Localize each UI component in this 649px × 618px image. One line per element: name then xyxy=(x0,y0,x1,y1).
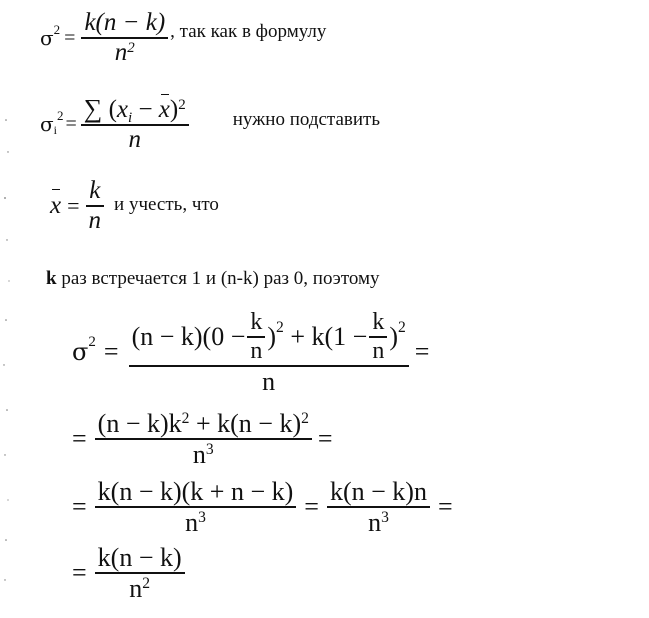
derivation-step-4 xyxy=(72,544,185,602)
equals-sign: = xyxy=(64,26,76,49)
denominator-base: n xyxy=(368,507,382,537)
fraction xyxy=(129,310,409,395)
sigma-symbol: σ xyxy=(72,338,89,367)
numerator: k(n − k)n xyxy=(329,477,427,506)
exponent: 2 xyxy=(127,39,135,56)
open-paren: ( xyxy=(108,96,117,123)
numerator: k(n − k)(k + n − k) xyxy=(97,477,294,506)
exponent: 3 xyxy=(381,509,389,527)
equals-sign: = xyxy=(103,337,119,367)
equals-sign: = xyxy=(317,424,333,454)
fraction xyxy=(81,10,168,66)
denominator xyxy=(182,508,209,536)
derivation-step-3 xyxy=(72,478,453,536)
fraction xyxy=(327,478,430,536)
formula-mean xyxy=(50,178,219,234)
denominator-base: n xyxy=(114,38,128,66)
exponent: 3 xyxy=(205,441,214,459)
numerator: k(n − k) xyxy=(97,543,182,572)
fraction xyxy=(95,410,312,468)
denominator xyxy=(126,574,153,602)
fraction xyxy=(86,178,105,234)
expression-part: (n − k)(0 − xyxy=(131,322,246,352)
expression-part: (n − k)k xyxy=(97,409,182,438)
numerator: k(n − k) xyxy=(84,9,166,36)
subscript: i xyxy=(128,110,133,127)
mean-x: x xyxy=(158,96,170,123)
fraction xyxy=(95,544,185,602)
mean-x: x xyxy=(50,192,62,220)
exponent: 2 xyxy=(301,410,309,428)
text-line xyxy=(46,268,380,290)
denominator: n xyxy=(262,366,276,396)
variable-x: x xyxy=(116,96,129,123)
text-run: раз встречается 1 и (n-k) раз 0, поэтому xyxy=(56,268,380,289)
sigma-symbol: σ xyxy=(40,26,54,51)
exponent: 2 xyxy=(57,108,64,124)
denominator xyxy=(365,508,392,536)
numerator: k xyxy=(250,309,263,335)
exponent: 3 xyxy=(198,509,206,527)
exponent: 2 xyxy=(88,333,96,350)
variable-k: k xyxy=(46,268,57,289)
close-paren: ) xyxy=(267,322,277,352)
equals-sign: = xyxy=(72,424,87,454)
equals-sign: = xyxy=(72,558,87,588)
formula-variance-intro xyxy=(40,10,326,66)
expression-part: + k(1 − xyxy=(283,322,368,352)
expression-part: + k(n − k) xyxy=(189,409,302,438)
denominator: n xyxy=(250,337,263,364)
denominator: n xyxy=(128,125,141,153)
close-paren: ) xyxy=(169,96,179,123)
derivation-step-2 xyxy=(72,410,333,468)
equals-sign: = xyxy=(437,492,453,522)
equals-sign: = xyxy=(72,492,87,522)
equals-sign: = xyxy=(67,193,80,219)
exponent: 2 xyxy=(142,575,151,593)
numerator: k xyxy=(372,309,385,335)
denominator xyxy=(112,39,138,66)
derivation-step-1 xyxy=(72,310,429,395)
sum-symbol: ∑ xyxy=(83,94,103,123)
denominator-base: n xyxy=(185,507,199,537)
text-run: , так как в формулу xyxy=(170,21,327,43)
denominator: n xyxy=(372,337,385,364)
formula-sample-variance xyxy=(40,95,380,153)
exponent: 2 xyxy=(276,319,284,337)
denominator: n xyxy=(88,206,102,234)
numerator xyxy=(95,410,312,438)
fraction xyxy=(81,95,189,153)
scan-noise xyxy=(0,110,14,610)
text-run: и учесть, что xyxy=(114,194,219,216)
minus-sign: − xyxy=(138,96,153,123)
inner-fraction xyxy=(369,310,387,364)
sigma-symbol: σ xyxy=(40,112,54,137)
exponent: 2 xyxy=(398,319,406,337)
denominator-base: n xyxy=(192,439,206,469)
exponent: 2 xyxy=(181,410,190,428)
numerator xyxy=(129,310,409,365)
exponent: 2 xyxy=(178,96,186,113)
close-paren: ) xyxy=(389,322,398,352)
exponent: 2 xyxy=(53,22,61,38)
numerator: k xyxy=(89,177,101,204)
numerator xyxy=(81,94,189,127)
equals-sign: = xyxy=(414,337,430,367)
denominator xyxy=(190,440,217,468)
equals-sign: = xyxy=(65,112,77,135)
equals-sign: = xyxy=(304,492,319,522)
inner-fraction xyxy=(247,310,265,364)
subscript: i xyxy=(53,122,57,137)
fraction xyxy=(95,478,297,536)
denominator-base: n xyxy=(129,573,143,603)
text-run: нужно подставить xyxy=(232,109,380,131)
